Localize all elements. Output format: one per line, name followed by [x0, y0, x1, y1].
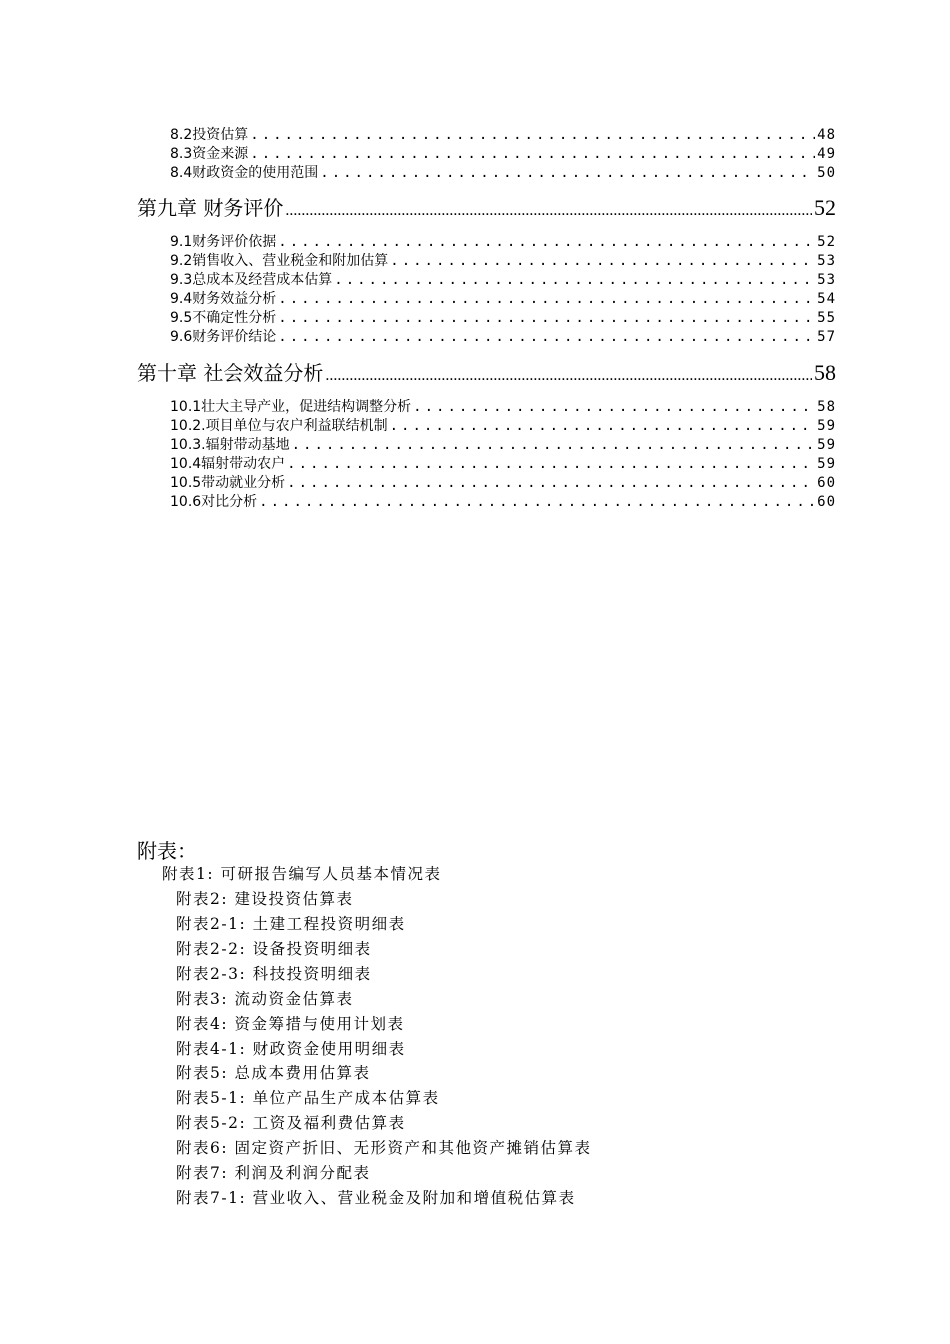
toc-entry-9-5[interactable]	[170, 307, 836, 326]
toc-chapter-label: 第九章 财务评价	[137, 196, 284, 220]
appendix-item-2: 附表2: 建设投资估算表	[176, 890, 354, 908]
toc-chapter-9[interactable]	[137, 192, 836, 222]
toc-page-number: 59	[817, 437, 836, 453]
toc-dot-leader	[250, 127, 815, 143]
toc-page-number: 52	[814, 195, 836, 220]
toc-dot-leader	[390, 253, 815, 269]
toc-entry-label: 9.4财务效益分析	[170, 291, 277, 307]
toc-dot-leader	[285, 196, 812, 220]
appendix-item-5-2: 附表5-2: 工资及福利费估算表	[176, 1114, 406, 1132]
toc-entry-label: 10.4辐射带动农户	[170, 456, 286, 472]
toc-page-number: 54	[817, 291, 836, 307]
appendix-item-2-3: 附表2-3: 科技投资明细表	[176, 965, 372, 983]
toc-entry-8-2[interactable]	[170, 124, 836, 143]
toc-chapter-10[interactable]	[137, 357, 836, 387]
toc-dot-leader	[287, 456, 815, 472]
toc-entry-label: 9.2销售收入、营业税金和附加估算	[170, 253, 389, 269]
appendix-item-6: 附表6: 固定资产折旧、无形资产和其他资产摊销估算表	[176, 1139, 592, 1157]
toc-page-number: 55	[817, 310, 836, 326]
toc-page-number: 60	[817, 475, 836, 491]
toc-dot-leader	[390, 418, 816, 434]
toc-entry-label: 10.2.项目单位与农户利益联结机制	[170, 418, 388, 434]
toc-entry-label: 9.5不确定性分析	[170, 310, 277, 326]
toc-entry-label: 10.6对比分析	[170, 494, 258, 510]
toc-dot-leader	[320, 165, 815, 181]
toc-dot-leader	[334, 272, 815, 288]
toc-page-number: 50	[817, 165, 836, 181]
appendix-heading: 附表：	[137, 839, 197, 863]
toc-entry-label: 8.3资金来源	[170, 146, 249, 162]
toc-entry-label: 9.1财务评价依据	[170, 234, 277, 250]
toc-entry-label: 10.5带动就业分析	[170, 475, 286, 491]
toc-entry-9-3[interactable]	[170, 269, 836, 288]
toc-entry-label: 9.3总成本及经营成本估算	[170, 272, 333, 288]
toc-dot-leader	[259, 494, 815, 510]
toc-dot-leader	[287, 475, 815, 491]
toc-entry-10-3[interactable]	[170, 434, 836, 453]
appendix-item-3: 附表3: 流动资金估算表	[176, 990, 354, 1008]
appendix-item-7: 附表7: 利润及利润分配表	[176, 1164, 371, 1182]
toc-chapter-label: 第十章 社会效益分析	[137, 361, 324, 385]
toc-page-number: 49	[817, 146, 836, 162]
toc-page-number: 59	[817, 418, 836, 434]
toc-page-number: 58	[817, 399, 836, 415]
toc-entry-10-5[interactable]	[170, 472, 836, 491]
toc-page-number: 48	[817, 127, 836, 143]
toc-entry-9-1[interactable]	[170, 231, 836, 250]
toc-page-number: 58	[814, 360, 836, 385]
toc-entry-10-4[interactable]	[170, 453, 836, 472]
toc-entry-8-3[interactable]	[170, 143, 836, 162]
toc-dot-leader	[278, 234, 815, 250]
toc-dot-leader	[278, 329, 815, 345]
toc-page-number: 53	[817, 253, 836, 269]
toc-dot-leader	[292, 437, 816, 453]
toc-dot-leader	[278, 291, 815, 307]
appendix-item-7-1: 附表7-1: 营业收入、营业税金及附加和增值税估算表	[176, 1189, 576, 1207]
toc-page-number: 53	[817, 272, 836, 288]
appendix-item-2-1: 附表2-1: 土建工程投资明细表	[176, 915, 406, 933]
toc-entry-label: 8.2投资估算	[170, 127, 249, 143]
appendix-item-4: 附表4: 资金筹措与使用计划表	[176, 1015, 405, 1033]
toc-dot-leader	[413, 399, 815, 415]
toc-entry-label: 10.1壮大主导产业，促进结构调整分析	[170, 399, 412, 415]
toc-dot-leader	[278, 310, 815, 326]
toc-entry-10-2[interactable]	[170, 415, 836, 434]
toc-entry-8-4[interactable]	[170, 162, 836, 181]
appendix-item-5: 附表5: 总成本费用估算表	[176, 1064, 371, 1082]
toc-entry-10-1[interactable]	[170, 396, 836, 415]
toc-entry-label: 9.6财务评价结论	[170, 329, 277, 345]
toc-entry-label: 8.4财政资金的使用范围	[170, 165, 319, 181]
toc-page-number: 57	[817, 329, 836, 345]
appendix-item-5-1: 附表5-1: 单位产品生产成本估算表	[176, 1089, 440, 1107]
toc-page-number: 59	[817, 456, 836, 472]
toc-entry-9-6[interactable]	[170, 326, 836, 345]
toc-dot-leader	[250, 146, 815, 162]
toc-dot-leader	[325, 361, 812, 385]
toc-entry-10-6[interactable]	[170, 491, 836, 510]
appendix-item-4-1: 附表4-1: 财政资金使用明细表	[176, 1040, 406, 1058]
toc-entry-label: 10.3.辐射带动基地	[170, 437, 290, 453]
appendix-item-1: 附表1: 可研报告编写人员基本情况表	[162, 865, 442, 883]
appendix-item-2-2: 附表2-2: 设备投资明细表	[176, 940, 372, 958]
toc-entry-9-2[interactable]	[170, 250, 836, 269]
toc-page-number: 60	[817, 494, 836, 510]
toc-page-number: 52	[817, 234, 836, 250]
toc-entry-9-4[interactable]	[170, 288, 836, 307]
